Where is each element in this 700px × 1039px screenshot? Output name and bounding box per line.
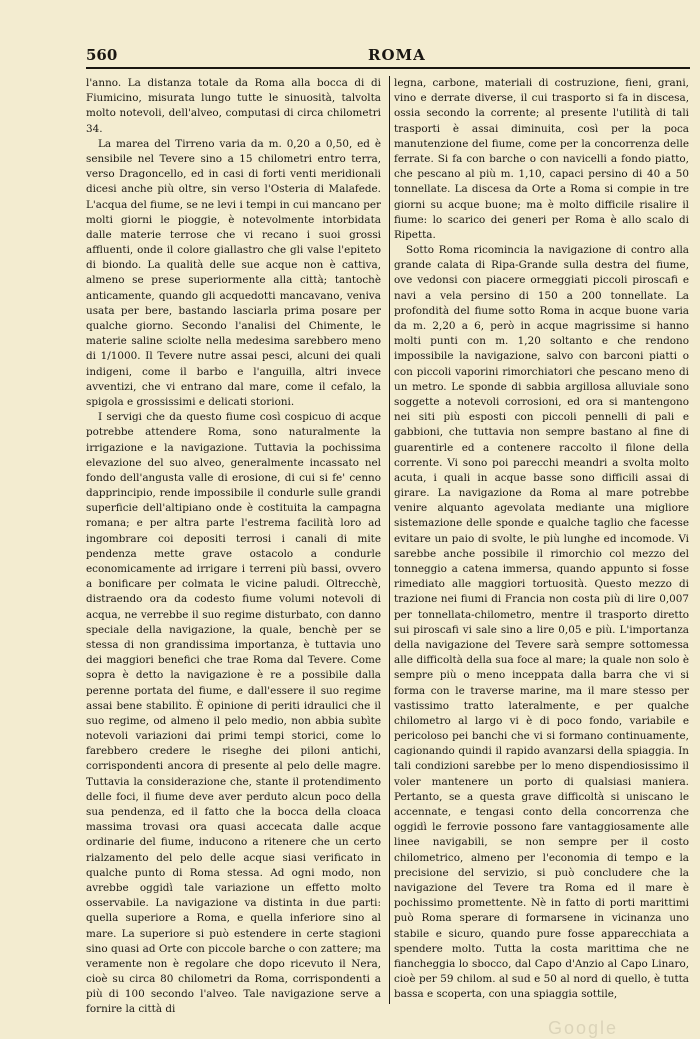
page-number: 560	[86, 46, 118, 64]
column-divider	[389, 76, 390, 1004]
left-paragraph-3: I servigi che da questo fiume così cospicuo di acque potrebbe attendere Roma, sono naturalmente la irrigazione e la navigazione. Tuttavia la pochissima elevazione del suo alveo, generalmente incassato nel fondo dell'angusta valle di erosione, di cui si fe' cenno dapprincipio, rende impossibile il condurle sulle grandi superficie dell'altipiano onde è costituita la campagna romana; e per altra parte l'estrema facilità loro ad ingombrare coi depositi terrosi i canali di mite pendenza mette grave ostacolo a condurle economicamente ad irrigare i terreni più bassi, ovvero a bonificare per colmata le vicine paludi. Oltrecchè, distraendo ora da codesto fiume volumi notevoli di acqua, ne verrebbe il suo regime disturbato, con danno speciale della navigazione, la quale, benchè per se stessa di non grandissima importanza, è tuttavia uno dei maggiori benefici che trae Roma dal Tevere. Come sopra è detto la navigazione è re a possibile dalla perenne portata del fiume, e dall'essere il suo regime assai bene stabilito. È opinione di periti idraulici che il suo regime, od almeno il pelo medio, non abbia subìte notevoli variazioni dai primi tempi storici, come lo farebbero credere le riseghe dei piloni antichi, corrispondenti ancora di presente al pelo delle magre. Tuttavia la considerazione che, stante il protendimento delle foci, il fiume deve aver perduto alcun poco della sua pendenza, ed il fatto che la bocca della cloaca massima trovasi ora quasi accecata dalle acque ordinarie del fiume, inducono a ritenere che un certo rialzamento del pelo delle acque siasi verificato in qualche punto di Roma stessa. Ad ogni modo, non avrebbe oggidì tale variazione un effetto molto osservabile. La navigazione va distinta in due parti: quella superiore a Roma, e quella inferiore sino al mare. La superiore si può estendere in certe stagioni sino quasi ad Orte con piccole barche o con zattere; ma veramente non è regolare che dopo ricevuto il Nera, cioè su circa 80 chilometri da Roma, corrispondenti a più di 100 secondo l'alveo. Tale navigazione serve a fornire la città di	[86, 411, 381, 1016]
right-paragraph-1: legna, carbone, materiali di costruzione, fieni, grani, vino e derrate diverse, il cui trasporto si fa in discesa, ossia secondo la corrente; al presente l'utilità di tali trasporti è assai diminuita, così per la poca manutenzione del fiume, come per la concorrenza delle ferrate. Si fa con barche o con navicelli a fondo piatto, che pescano al più m. 1,10, capaci persino di 40 a 50 tonnellate. La discesa da Orte a Roma si compie in tre giorni su acque buone; ma è molto difficile risalire il fiume: lo scarico dei generi per Roma è allo scalo di Ripetta.	[394, 77, 689, 241]
header-rule	[86, 67, 690, 69]
page-header	[86, 44, 690, 66]
left-paragraph-2: La marea del Tirreno varia da m. 0,20 a 0,50, ed è sensibile nel Tevere sino a 15 chilometri entro terra, verso Dragoncello, ed in casi di forti venti meridionali dicesi anche più oltre, sin verso l'Osteria di Malafede. L'acqua del fiume, se ne levi i tempi in cui mancano per molti giorni le pioggie, è notevolmente intorbidata dalle materie terrose che vi recano i suoi grossi affluenti, onde il colore giallastro che gli valse l'epiteto di biondo. La qualità delle sue acque non è cattiva, almeno se prese superiormente alla città; tantochè anticamente, quando gli acquedotti mancavano, veniva usata per bere, bastando lasciarla prima posare per qualche giorno. Secondo l'analisi del Chimente, le materie saline sciolte nella medesima sarebbero meno di 1/1000. Il Tevere nutre assai pesci, alcuni dei quali indigeni, come il barbo e l'anguilla, altri invece avventizi, che vi entrano dal mare, come il cefalo, la spigola e grossissimi e delicati storioni.	[86, 137, 381, 408]
watermark-logo: Google	[548, 1018, 619, 1038]
right-column	[394, 76, 689, 1006]
left-column	[86, 76, 381, 1016]
right-paragraph-2: Sotto Roma ricomincia la navigazione di contro alla grande calata di Ripa-Grande sulla destra del fiume, ove vedonsi con piacere ormeggiati piccoli piroscafi e navi a vela persino di 150 a 200 tonnellate. La profondità del fiume sotto Roma in acque buone varia da m. 2,20 a 6, però in acque magrissime si hanno molti punti con m. 1,20 soltanto e che rendono impossibile la navigazione, salvo con barconi piatti o con piccoli vaporini rimorchiatori che pescano meno di un metro. Le sponde di sabbia argillosa alluviale sono soggette a notevoli corrosioni, ed ora si mantengono nei siti più esposti con piccoli pennelli di pali e gabbioni, che tuttavia non sempre bastano al fine di guarentirle ed a contenere raccolto il filone della corrente. Vi sono poi parecchi meandri a svolta molto acuta, i quali in acque basse sono difficili assai di girare. La navigazione da Roma al mare potrebbe venire alquanto agevolata mediante una migliore sistemazione delle sponde e qualche taglio che facesse evitare un paio di svolte, le più lunghe ed incomode. Vi sarebbe anche possibile il rimorchio col mezzo del tonneggio a catena immersa, quando appunto si fosse rimediato alle maggiori tortuosità. Questo mezzo di trazione nei fiumi di Francia non costa più di lire 0,007 per tonnellata-chilometro, mentre il trasporto diretto sui piroscafi vi sale sino a lire 0,05 e più. L'importanza della navigazione del Tevere sarà sempre sottomessa alle difficoltà della sua foce al mare; la quale non solo è sempre più o meno inceppata dalla barra che vi si forma con le traverse marine, ma il mare stesso per vastissimo tratto lateralmente, e per qualche chilometro al largo vi è di poco fondo, variabile e pericoloso pei banchi che vi si formano continuamente, cagionando quindi il rapido avanzarsi della spiaggia. In tali condizioni sarebbe per lo meno dispendiosissimo il voler mantenere un porto di qualsiasi maniera. Pertanto, se a questa grave difficoltà si uniscano le accennate, e tengasi conto della concorrenza che oggidì le ferrovie possono fare vantaggiosamente alle linee navigabili, se non sempre per il costo chilometrico, almeno per l'economia di tempo e la precisione del servizio, si può concludere che la navigazione del Tevere tra Roma ed il mare è pochissimo promettente. Nè in fatto di porti marittimi può Roma sperare di formarsene in vicinanza uno stabile e sicuro, quando pure fosse apparecchiata a spendere molto. Tutta la costa marittima che ne fiancheggia lo sbocco, dal Capo d'Anzio al Capo Linaro, cioè per 59 chilom. al sud e 50 al nord di quello, è tutta bassa e scoperta, con una spiaggia sottile,	[394, 244, 689, 1001]
left-paragraph-1: l'anno. La distanza totale da Roma alla bocca di di Fiumicino, misurata lungo tutte le sinuosità, talvolta molto notevoli, dell'alveo, computasi di circa chilometri 34.	[86, 77, 381, 135]
running-title: ROMA	[368, 46, 426, 64]
